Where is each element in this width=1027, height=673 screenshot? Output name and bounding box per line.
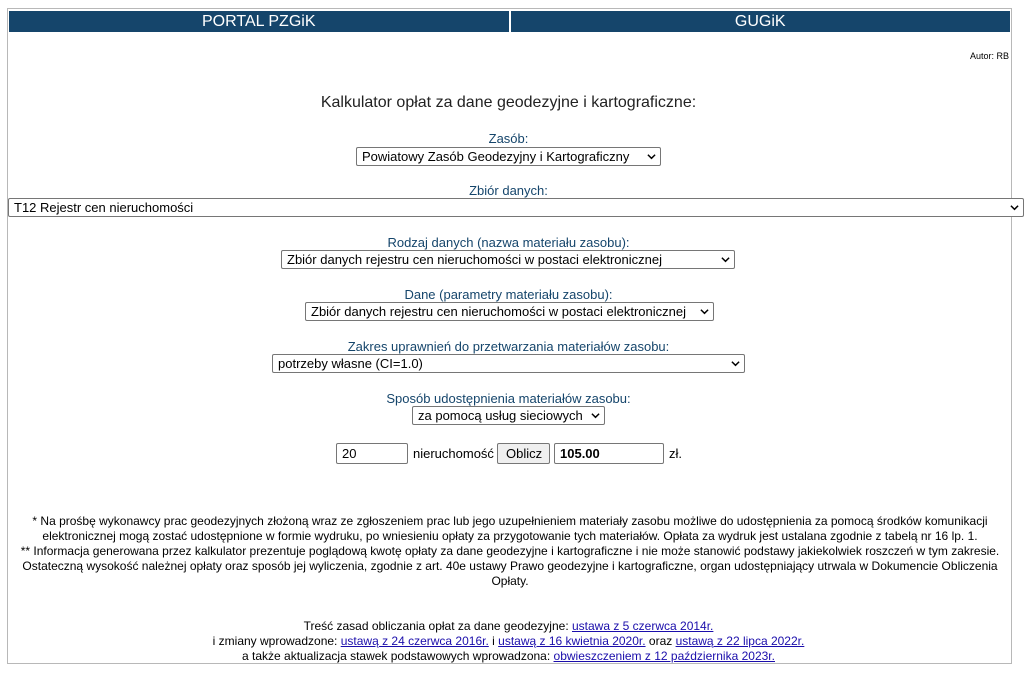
ref-ustawa-2014-link[interactable]: ustawa z 5 czerwca 2014r. — [571, 619, 714, 633]
ref-line3-text: a także aktualizacja stawek podstawowych wprowadzona: — [242, 649, 554, 663]
zasob-select[interactable] — [356, 147, 661, 166]
rodzaj-select[interactable] — [281, 250, 735, 269]
top-navigation — [9, 11, 1010, 32]
author-note: Autor: RB — [969, 51, 1009, 61]
result-field: 105.00 — [554, 443, 664, 464]
sposob-select[interactable] — [412, 406, 605, 425]
chevron-down-icon — [647, 152, 656, 161]
zakres-select[interactable] — [272, 354, 745, 373]
ref-separator: i — [488, 634, 499, 648]
nav-gugik-link[interactable]: GUGiK — [511, 11, 1011, 32]
chevron-down-icon — [731, 359, 740, 368]
quantity-input[interactable]: 20 — [336, 443, 408, 464]
footnotes — [10, 514, 1010, 589]
ref-obwieszczenie-2023-link[interactable]: obwieszczeniem z 12 października 2023r. — [553, 649, 775, 663]
zasob-select-value: Powiatowy Zasób Geodezyjny i Kartograficzny — [362, 149, 630, 164]
ref-line2-text: i zmiany wprowadzone: — [212, 634, 341, 648]
zbior-select-value: T12 Rejestr cen nieruchomości — [14, 200, 194, 215]
zakres-label: Zakres uprawnień do przetwarzania materiałów zasobu: — [347, 339, 670, 354]
calculate-button[interactable]: Oblicz — [497, 443, 550, 464]
dane-label: Dane (parametry materiału zasobu): — [404, 287, 613, 302]
footnote-2: ** Informacja generowana przez kalkulator prezentuje poglądową kwotę opłaty za dane geodezyjne i kartograficzne i nie może stanowić podstawy jakiekolwiek roszczeń w tym zakresie. Ostateczną wysokość należnej opłaty oraz sposób jej wyliczenia, zgodnie z art. 40e ustawy Prawo geodezyjne i kartograficzne, organ udostępniający utrwala w Dokumencie Obliczenia Opłaty. — [20, 544, 1000, 588]
dane-select-value: Zbiór danych rejestru cen nieruchomości w postaci elektronicznej — [311, 304, 687, 319]
sposob-select-value: za pomocą usług sieciowych — [418, 408, 583, 423]
sposob-label: Sposób udostępnienia materiałów zasobu: — [386, 391, 631, 406]
legal-references — [0, 619, 1017, 664]
ref-ustawa-2020-link[interactable]: ustawą z 16 kwietnia 2020r. — [498, 634, 646, 648]
ref-ustawa-2022-link[interactable]: ustawą z 22 lipca 2022r. — [675, 634, 805, 648]
ref-separator: oraz — [645, 634, 676, 648]
chevron-down-icon — [591, 411, 600, 420]
footnote-1: * Na prośbę wykonawcy prac geodezyjnych złożoną wraz ze zgłoszeniem prac lub jego uzupełnieniem materiały zasobu możliwe do udostępnienia za pomocą środków komunikacji elektronicznej mogą zostać udostępnione w formie wydruku, po wniesieniu opłaty za przygotowanie tych materiałów. Opłata za wydruk jest ustalana zgodnie z tabelą nr 16 lp. 1. — [32, 514, 988, 543]
zbior-label: Zbiór danych: — [469, 183, 548, 198]
zbior-select[interactable] — [8, 198, 1024, 217]
chevron-down-icon — [700, 307, 709, 316]
chevron-down-icon — [1010, 203, 1019, 212]
currency-label: zł. — [669, 446, 682, 461]
rodzaj-select-value: Zbiór danych rejestru cen nieruchomości w postaci elektronicznej — [287, 252, 663, 267]
ref-ustawa-2016-link[interactable]: ustawą z 24 czerwca 2016r. — [340, 634, 489, 648]
zasob-label: Zasób: — [488, 131, 529, 146]
dane-select[interactable] — [305, 302, 714, 321]
rodzaj-label: Rodzaj danych (nazwa materiału zasobu): — [387, 235, 630, 250]
chevron-down-icon — [721, 255, 730, 264]
nav-portal-pzgik-link[interactable]: PORTAL PZGiK — [9, 11, 509, 32]
ref-line1-text: Treść zasad obliczania opłat za dane geodezyjne: — [303, 619, 572, 633]
zakres-select-value: potrzeby własne (CI=1.0) — [278, 356, 423, 371]
page-title: Kalkulator opłat za dane geodezyjne i kartograficzne: — [320, 94, 697, 111]
quantity-unit-label: nieruchomość — [413, 446, 494, 461]
